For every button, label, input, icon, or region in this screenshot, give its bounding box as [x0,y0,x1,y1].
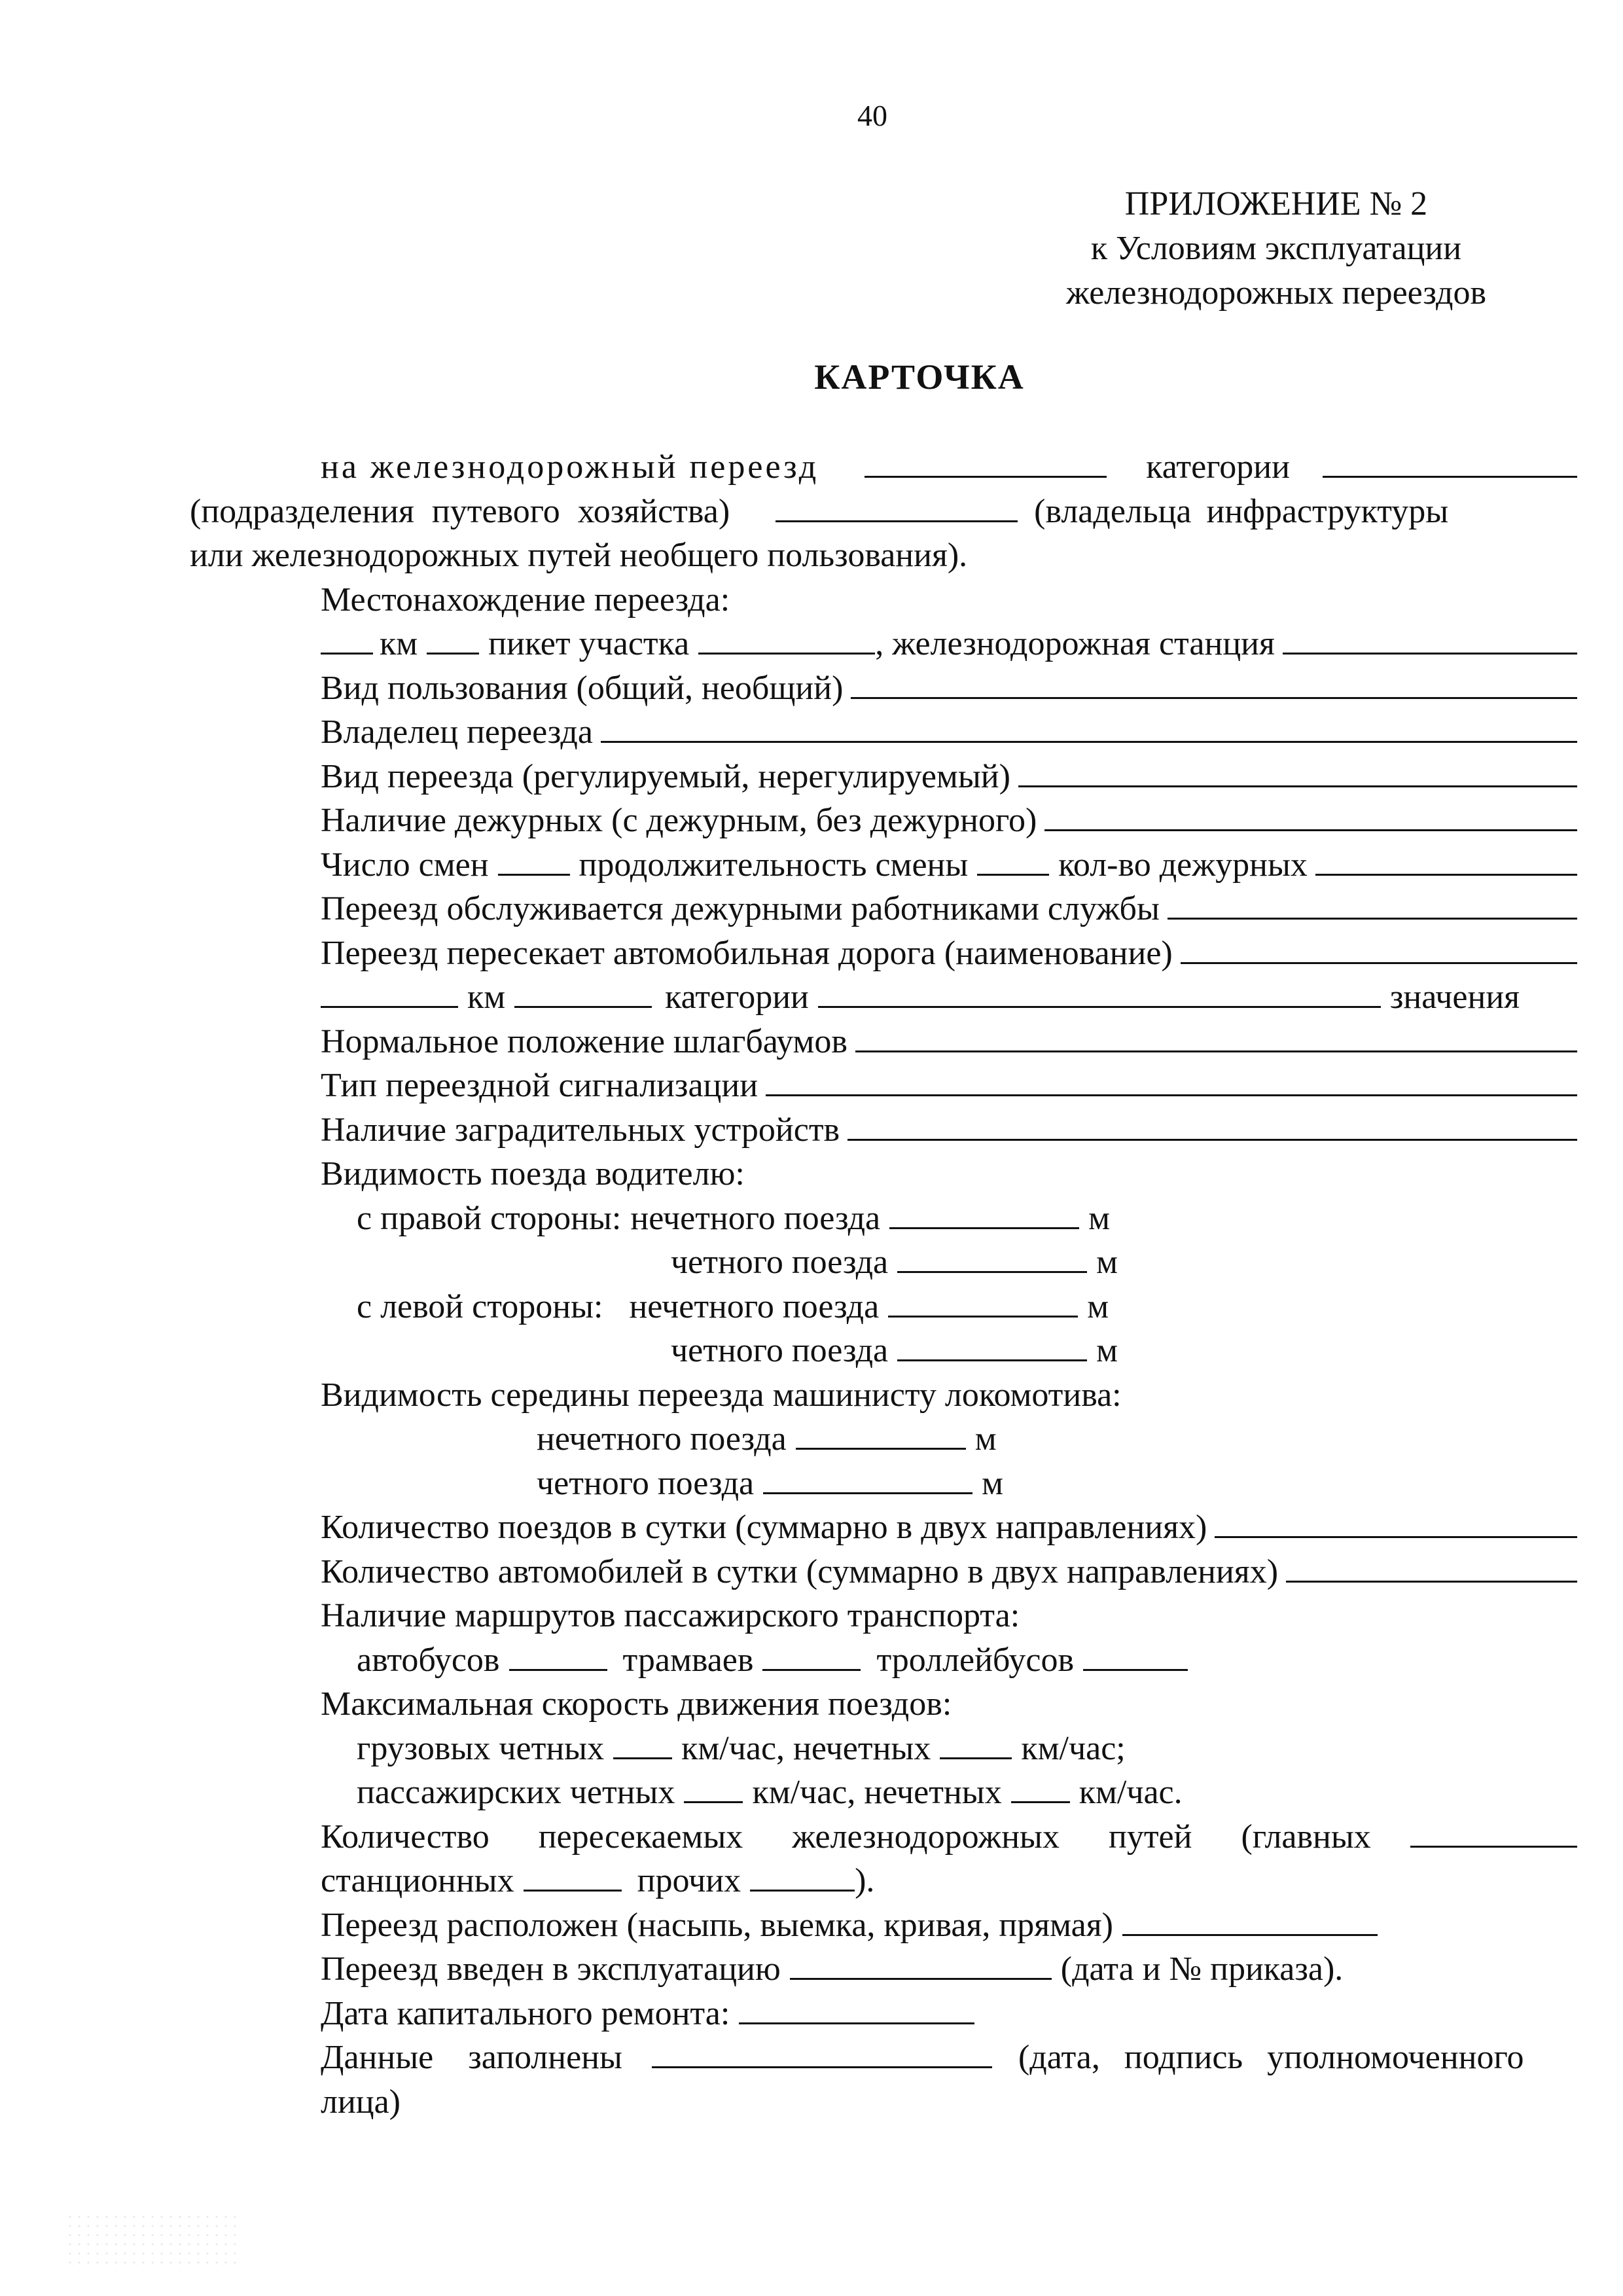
scan-noise [65,2212,236,2271]
intro-text-1: на железнодорожный переезд [321,448,819,486]
road-km-field[interactable] [321,977,458,1008]
tracks-close: ). [855,1862,875,1899]
tram-field[interactable] [762,1640,861,1671]
barrier-devices-field[interactable] [847,1110,1577,1141]
commissioned-note: (дата и № приказа). [1060,1950,1344,1988]
passenger-kmh-label: км/час, нечетных [752,1774,1002,1811]
filled-row [190,2036,1577,2080]
filled-field[interactable] [652,2037,992,2068]
commissioned-label: Переезд введен в эксплуатацию [321,1950,781,1988]
location-line [190,622,1577,666]
tracks-other-field[interactable] [750,1861,855,1892]
attendants-count-field[interactable] [1315,845,1577,876]
road-name-field[interactable] [1181,933,1577,964]
category-field[interactable] [1323,447,1577,478]
signal-type-field[interactable] [766,1066,1577,1096]
tracks-row [190,1815,1577,1859]
signal-type-row [190,1064,1577,1108]
intro-line-3: или железнодорожных путей необщего пользования). [190,537,968,574]
picket-field[interactable] [427,624,479,655]
left-side-label: с левой стороны: [357,1287,603,1325]
shifts-field[interactable] [498,845,570,876]
trolley-label: троллейбусов [876,1641,1075,1679]
km-field[interactable] [321,624,373,655]
left-odd-label: нечетного поезда [629,1287,880,1325]
type-label: Вид переезда (регулируемый, нерегулируемый) [321,757,1010,795]
freight-kmh-end: км/час; [1021,1729,1126,1767]
usage-row [190,666,1577,711]
owner-field[interactable] [601,712,1577,743]
attendants-field[interactable] [1044,800,1577,831]
barrier-position-row [190,1020,1577,1064]
freight-even-field[interactable] [613,1729,672,1759]
placement-row [190,1903,1577,1948]
loco-even-field[interactable] [763,1463,972,1494]
trolley-field[interactable] [1083,1640,1188,1671]
passenger-odd-field[interactable] [1011,1772,1070,1803]
filled-label: Данные заполнены [321,2039,622,2076]
card-body [190,445,1577,2124]
trains-row [190,1505,1577,1550]
routes-row [190,1638,1577,1683]
shift-length-field[interactable] [977,845,1049,876]
loco-even-unit: м [982,1464,1004,1502]
cars-row [190,1550,1577,1594]
right-odd-unit: м [1088,1199,1111,1237]
tram-label: трамваев [622,1641,754,1679]
passenger-even-field[interactable] [684,1772,743,1803]
section-field[interactable] [698,624,875,655]
appendix-header [1008,182,1544,315]
passenger-kmh-end: км/час. [1079,1774,1183,1811]
loco-even-row [190,1462,1577,1506]
station-field[interactable] [1283,624,1577,655]
intro-line-2 [190,490,1577,534]
tracks-station-label: станционных [321,1862,514,1899]
attendants-label: Наличие дежурных (с дежурным, без дежурного) [321,802,1037,839]
routes-heading: Наличие маршрутов пассажирского транспорта: [321,1597,1020,1634]
road-category-field[interactable] [818,977,1381,1008]
owner-label: Владелец переезда [321,713,593,751]
served-by-field[interactable] [1168,889,1577,920]
tracks-row-2 [190,1859,1577,1903]
document-title: КАРТОЧКА [814,357,1025,397]
cars-field[interactable] [1286,1552,1577,1583]
overhaul-label: Дата капитального ремонта: [321,1994,730,2032]
tracks-main-field[interactable] [1410,1817,1577,1848]
freight-speed-row [190,1727,1577,1771]
road-km-label: км [467,978,506,1016]
usage-label: Вид пользования (общий, необщий) [321,669,844,707]
appendix-line-3: железнодорожных переездов [1065,274,1487,312]
freight-odd-field[interactable] [940,1729,1012,1759]
barrier-devices-label: Наличие заградительных устройств [321,1111,840,1149]
trains-label: Количество поездов в сутки (суммарно в двух направлениях) [321,1509,1207,1546]
left-even-row [190,1329,1577,1373]
overhaul-row [190,1992,1577,2036]
location-heading: Местонахождение переезда: [321,581,730,619]
barrier-position-field[interactable] [855,1022,1577,1052]
commissioned-row [190,1947,1577,1992]
owner-row [190,710,1577,755]
commissioned-field[interactable] [790,1949,1052,1980]
bus-label: автобусов [357,1641,500,1679]
right-odd-row [190,1196,1577,1241]
crossing-number-field[interactable] [865,447,1107,478]
driver-visibility-heading: Видимость поезда водителю: [321,1155,745,1193]
subdivision-field[interactable] [776,492,1018,522]
road-row [190,931,1577,976]
intro-line-1 [190,445,1577,490]
passenger-label: пассажирских четных [357,1774,675,1811]
left-odd-field[interactable] [888,1287,1078,1318]
loco-odd-field[interactable] [796,1419,966,1450]
road-detail-row [190,975,1577,1020]
road-significance-label: значения [1389,978,1520,1016]
freight-label: грузовых четных [357,1729,605,1767]
loco-odd-unit: м [974,1420,997,1458]
right-odd-label: нечетного поезда [630,1199,881,1237]
loco-even-label: четного поезда [537,1464,755,1502]
signal-type-label: Тип переездной сигнализации [321,1067,758,1104]
type-field[interactable] [1018,757,1577,787]
loco-visibility-heading: Видимость середины переезда машинисту локомотива: [321,1376,1122,1414]
shifts-label: Число смен [321,846,489,884]
filled-note: (дата, подпись уполномоченного [1018,2039,1524,2076]
freight-kmh-label: км/час, нечетных [681,1729,931,1767]
right-even-row [190,1240,1577,1285]
right-odd-field[interactable] [889,1198,1079,1229]
tracks-other-label: прочих [637,1862,741,1899]
right-even-unit: м [1096,1244,1118,1281]
appendix-line-1: ПРИЛОЖЕНИЕ № 2 [1124,185,1428,223]
tracks-station-field[interactable] [524,1861,622,1892]
served-by-label: Переезд обслуживается дежурными работниками службы [321,890,1160,927]
placement-label: Переезд расположен (насыпь, выемка, кривая, прямая) [321,1906,1113,1944]
left-even-unit: м [1096,1332,1118,1369]
tracks-label: Количество пересекаемых железнодорожных путей (главных [321,1818,1371,1856]
shift-length-label: продолжительность смены [579,846,969,884]
barrier-devices-row [190,1108,1577,1153]
appendix-line-2: к Условиям эксплуатации [1090,230,1462,267]
shifts-row [190,843,1577,888]
served-by-row [190,887,1577,931]
km-label: км [380,625,418,662]
loco-odd-label: нечетного поезда [537,1420,787,1458]
station-label: , железнодорожная станция [875,625,1275,662]
usage-field[interactable] [851,668,1577,699]
filled-note-2: лица) [321,2083,401,2121]
road-label: Переезд пересекает автомобильная дорога (наименование) [321,934,1173,972]
trains-field[interactable] [1215,1507,1577,1538]
left-even-field[interactable] [897,1331,1087,1361]
overhaul-field[interactable] [739,1994,974,2024]
intro-text-4: (владельца инфраструктуры [1034,492,1449,530]
right-side-label: с правой стороны: [357,1199,622,1237]
passenger-speed-row [190,1770,1577,1815]
road-category-label: категории [665,978,809,1016]
type-row [190,755,1577,799]
attendants-row [190,798,1577,843]
intro-text-2: категории [1146,448,1290,486]
left-even-label: четного поезда [671,1332,889,1369]
left-odd-unit: м [1087,1287,1109,1325]
loco-odd-row [190,1417,1577,1462]
right-even-field[interactable] [897,1242,1087,1273]
placement-field[interactable] [1122,1905,1378,1936]
left-odd-row [190,1285,1577,1329]
speed-heading: Максимальная скорость движения поездов: [321,1685,952,1723]
attendants-count-label: кол-во дежурных [1058,846,1308,884]
picket-label: пикет участка [488,625,690,662]
road-km-field-2[interactable] [514,977,652,1008]
cars-label: Количество автомобилей в сутки (суммарно в двух направлениях) [321,1552,1279,1590]
barrier-position-label: Нормальное положение шлагбаумов [321,1022,847,1060]
intro-text-3: (подразделения путевого хозяйства) [190,492,730,530]
right-even-label: четного поезда [671,1244,889,1281]
bus-field[interactable] [509,1640,607,1671]
page-number: 40 [857,99,887,132]
